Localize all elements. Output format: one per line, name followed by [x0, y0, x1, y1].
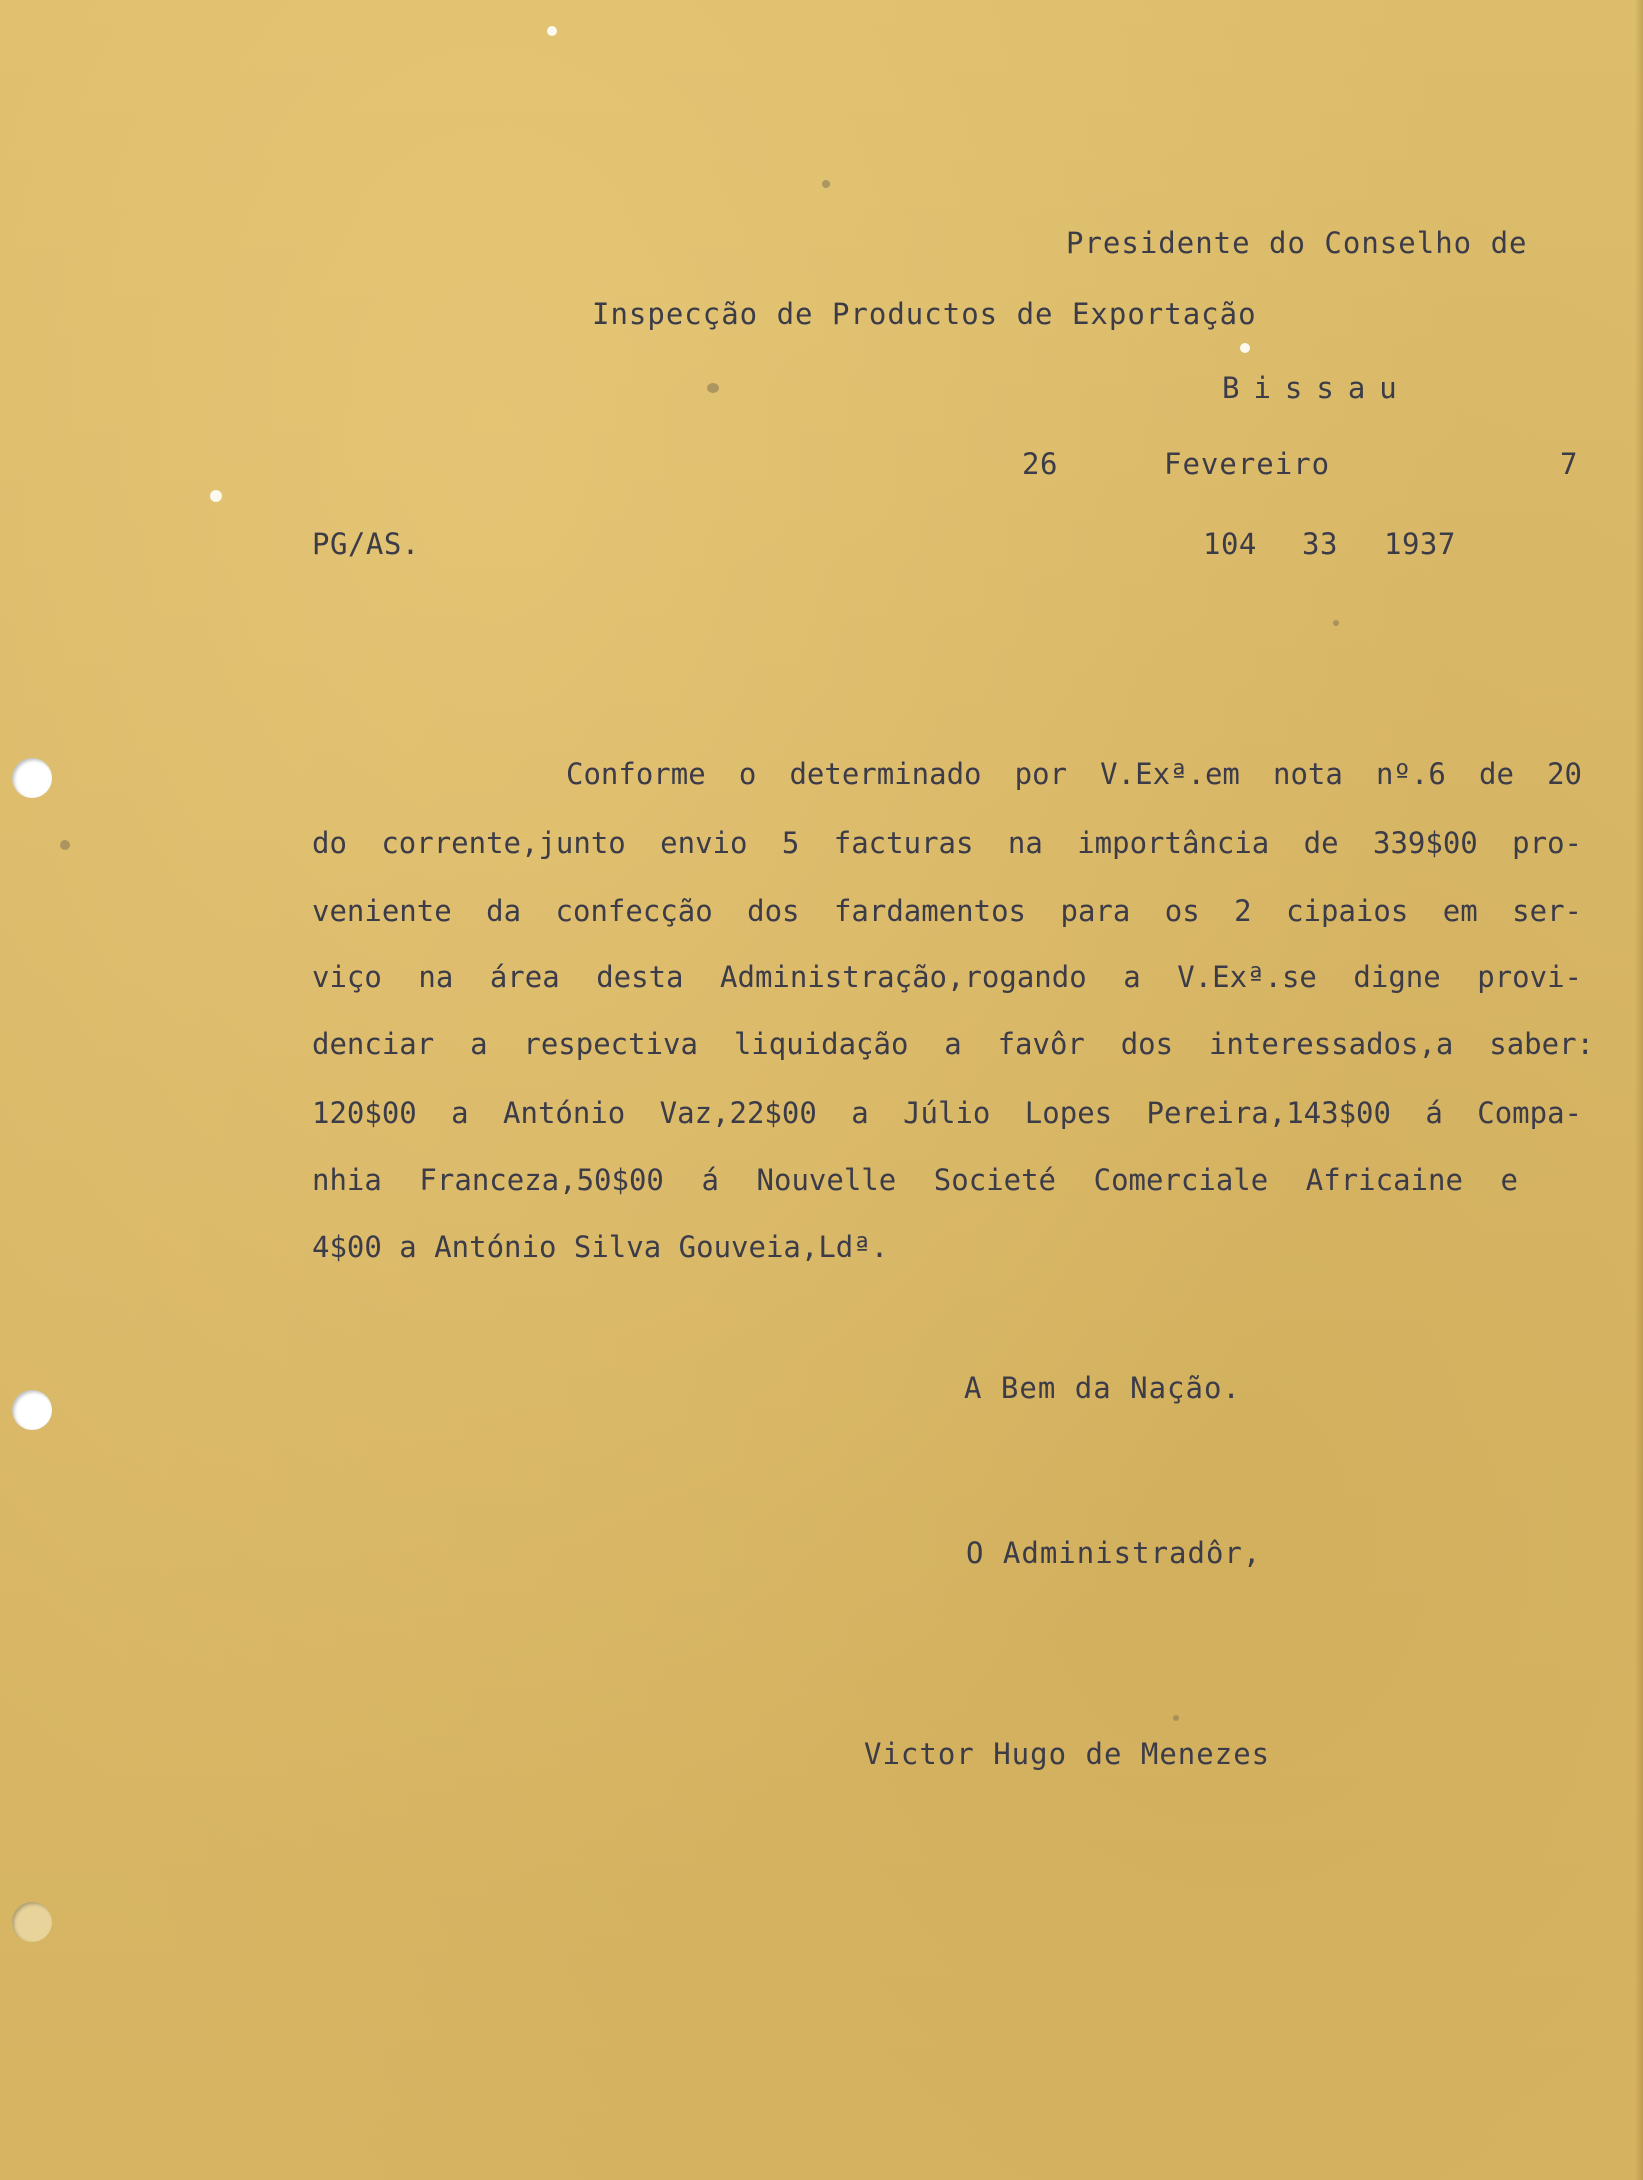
page-edge-shadow — [1635, 0, 1643, 2180]
punch-hole-middle — [12, 1390, 52, 1430]
date-month: Fevereiro — [1164, 447, 1331, 481]
document-number: 104 — [1203, 527, 1257, 561]
signatory-title: O Administradôr, — [966, 1536, 1262, 1570]
paper-speck — [547, 26, 557, 36]
punch-hole-lower — [12, 1902, 52, 1942]
body-line-3: veniente da confecção dos fardamentos para os 2 cipaios em ser- — [312, 894, 1582, 928]
signatory-name: Victor Hugo de Menezes — [864, 1737, 1271, 1771]
body-line-4: viço na área desta Administração,rogando a V.Exª.se digne provi- — [312, 960, 1582, 994]
body-line-6: 120$00 a António Vaz,22$00 a Júlio Lopes Pereira,143$00 á Compa- — [312, 1096, 1582, 1130]
paper-speck — [707, 383, 719, 393]
paper-speck — [210, 490, 222, 502]
body-line-2: do corrente,junto envio 5 facturas na importância de 339$00 pro- — [312, 826, 1582, 860]
paper-speck — [1240, 343, 1250, 353]
paper-speck — [1173, 1715, 1179, 1721]
addressee-line-1: Presidente do Conselho de — [1066, 226, 1528, 260]
document-year: 1937 — [1384, 527, 1456, 561]
sheet-number: 7 — [1560, 447, 1578, 481]
body-line-8: 4$00 a António Silva Gouveia,Ldª. — [312, 1230, 889, 1264]
body-line-5: denciar a respectiva liquidação a favôr dos interessados,a saber: — [312, 1027, 1594, 1061]
paper-speck — [1333, 620, 1339, 626]
date-day: 26 — [1022, 447, 1058, 481]
punch-hole-upper — [12, 758, 52, 798]
document-code: 33 — [1302, 527, 1338, 561]
reference-code: PG/AS. — [312, 527, 420, 561]
city: Bissau — [1222, 371, 1411, 405]
paper-speck — [822, 180, 830, 188]
body-line-7: nhia Franceza,50$00 á Nouvelle Societé Comerciale Africaine e — [312, 1163, 1518, 1197]
body-line-1: Conforme o determinado por V.Exª.em nota nº.6 de 20 — [566, 757, 1582, 791]
addressee-line-2: Inspecção de Productos de Exportação — [592, 297, 1257, 331]
closing-salutation: A Bem da Nação. — [964, 1371, 1241, 1405]
paper-speck — [60, 840, 70, 850]
